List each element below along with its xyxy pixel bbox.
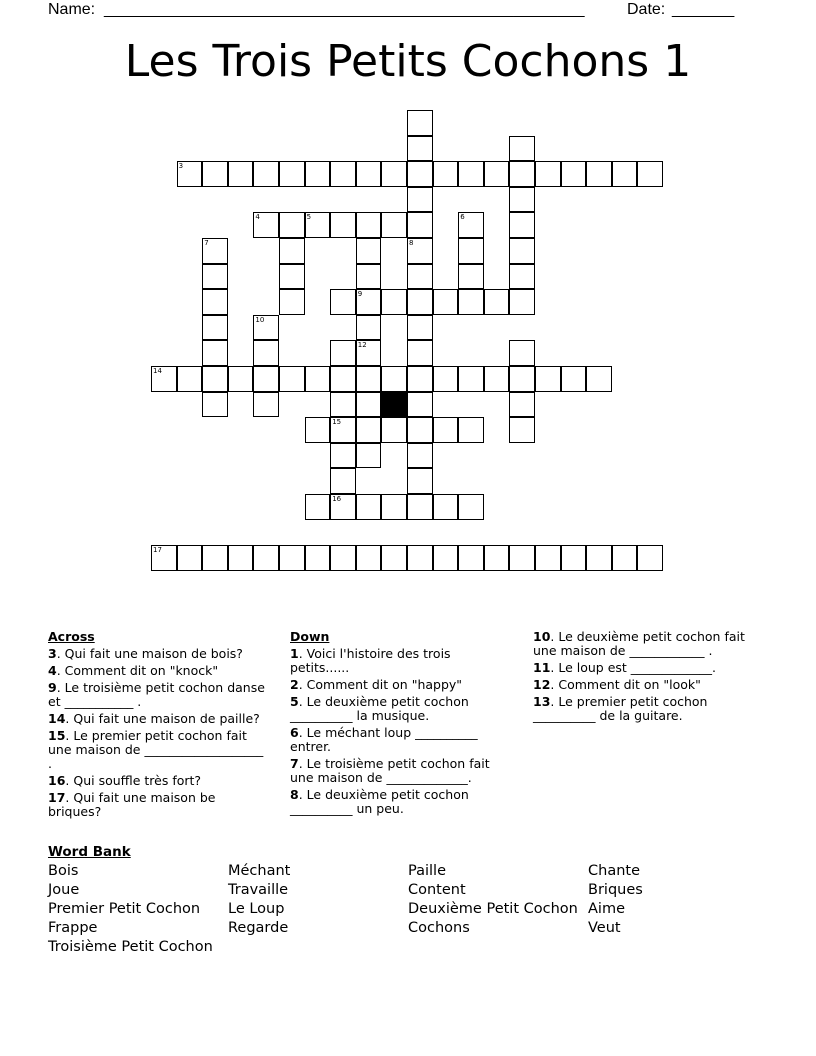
crossword-cell[interactable]	[356, 443, 382, 469]
crossword-cell[interactable]	[202, 238, 228, 264]
crossword-cell[interactable]	[458, 238, 484, 264]
clue-text: Comment dit on "happy"	[306, 677, 463, 692]
crossword-cell[interactable]	[202, 545, 228, 571]
clue-text: Le troisième petit cochon danse et ___________ .	[48, 680, 265, 709]
word-bank-word: Paille	[408, 863, 446, 879]
clue-separator: .	[56, 646, 65, 661]
clue-item	[290, 726, 512, 754]
crossword-cell[interactable]	[330, 494, 356, 520]
clue-text: Le loup est _____________.	[558, 660, 717, 675]
crossword-cell[interactable]	[509, 238, 535, 264]
word-bank-heading: Word Bank	[48, 844, 131, 860]
clue-number: 17	[153, 546, 162, 555]
crossword-cell[interactable]	[330, 340, 356, 366]
clue-text: Le méchant loup __________ entrer.	[290, 725, 478, 754]
name-label: Name:	[48, 1, 96, 18]
clue-number: 4	[255, 213, 260, 222]
crossword-cell[interactable]	[637, 161, 663, 187]
crossword-cell[interactable]	[253, 392, 279, 418]
down-heading: Down	[290, 629, 330, 644]
clue-number: 3	[178, 162, 184, 171]
clue-number: 8	[409, 239, 414, 247]
word-bank-word: Content	[408, 882, 466, 898]
crossword-cell[interactable]	[381, 494, 407, 520]
crossword-cell[interactable]	[433, 289, 459, 315]
crossword-cell[interactable]	[407, 392, 433, 418]
word-bank-word: Aime	[588, 901, 625, 917]
crossword-cell[interactable]	[356, 238, 382, 264]
crossword-cell[interactable]	[202, 289, 228, 315]
crossword-cell[interactable]	[586, 545, 612, 571]
clue-num: 10	[533, 629, 551, 644]
crossword-cell[interactable]	[407, 110, 433, 136]
crossword-cell[interactable]	[612, 161, 638, 187]
crossword-cell[interactable]	[356, 340, 382, 366]
crossword-cell[interactable]	[356, 289, 382, 315]
word-bank-word: Regarde	[228, 920, 289, 936]
crossword-cell[interactable]	[433, 161, 459, 187]
crossword-cell[interactable]	[356, 161, 382, 187]
crossword-cell[interactable]	[305, 545, 331, 571]
clue-number: 6	[460, 213, 465, 222]
clue-num: 14	[48, 711, 66, 726]
crossword-cell[interactable]	[330, 161, 356, 187]
word-bank-word: Veut	[588, 920, 621, 936]
crossword-cell[interactable]	[381, 366, 407, 392]
clue-separator: .	[65, 790, 74, 805]
clue-item	[290, 678, 512, 692]
crossword-cell[interactable]	[458, 366, 484, 392]
crossword-cell[interactable]	[509, 264, 535, 290]
clue-number: 15	[332, 418, 342, 427]
crossword-cell[interactable]	[509, 289, 535, 315]
crossword-cell[interactable]	[561, 366, 587, 392]
crossword-cell[interactable]	[458, 417, 484, 443]
crossword-cell[interactable]	[305, 366, 331, 392]
word-bank-word: Bois	[48, 863, 79, 879]
clue-separator: .	[550, 694, 559, 709]
clue-text: Le troisième petit cochon fait une maison de _____________.	[290, 756, 490, 785]
crossword-cell[interactable]	[407, 417, 433, 443]
clue-number: 14	[153, 367, 162, 375]
crossword-cell[interactable]	[330, 366, 356, 392]
crossword-cell[interactable]	[484, 161, 510, 187]
crossword-cell[interactable]	[535, 366, 561, 392]
clue-text: Le premier petit cochon fait une maison de ___________________ .	[48, 728, 264, 771]
crossword-cell[interactable]	[202, 315, 228, 341]
crossword-cell[interactable]	[228, 545, 254, 571]
crossword-cell[interactable]	[356, 392, 382, 418]
crossword-cell[interactable]	[509, 340, 535, 366]
word-bank-word: Briques	[588, 882, 643, 898]
crossword-cell[interactable]	[356, 545, 382, 571]
crossword-cell[interactable]	[305, 161, 331, 187]
clue-item	[290, 757, 512, 785]
crossword-cell[interactable]	[253, 315, 279, 341]
crossword-cell[interactable]	[407, 289, 433, 315]
clue-separator: .	[298, 677, 307, 692]
crossword-cell[interactable]	[407, 468, 433, 494]
clue-text: Qui fait une maison de bois?	[64, 646, 243, 661]
crossword-cell[interactable]	[433, 366, 459, 392]
crossword-cell[interactable]	[279, 161, 305, 187]
word-bank-word: Travaille	[228, 882, 289, 898]
clue-number: 7	[204, 239, 209, 247]
clue-item	[48, 712, 270, 726]
crossword-cell[interactable]	[330, 443, 356, 469]
clue-item	[533, 695, 765, 723]
crossword-cell[interactable]	[586, 161, 612, 187]
word-bank-column-1	[48, 862, 213, 957]
crossword-cell[interactable]	[356, 417, 382, 443]
crossword-cell[interactable]	[151, 366, 177, 392]
clue-num: 7	[290, 756, 299, 771]
word-bank-column-3	[408, 862, 578, 938]
crossword-cell[interactable]	[561, 545, 587, 571]
crossword-cell[interactable]	[407, 238, 433, 264]
clue-num: 16	[48, 773, 66, 788]
crossword-cell[interactable]	[381, 545, 407, 571]
date-label: Date:	[627, 1, 666, 18]
crossword-cell[interactable]	[305, 212, 331, 238]
crossword-cell[interactable]	[484, 545, 510, 571]
word-bank-word: Troisième Petit Cochon	[48, 939, 213, 955]
crossword-cell[interactable]	[305, 417, 331, 443]
clue-item	[290, 647, 512, 675]
clue-item	[290, 788, 512, 816]
crossword-cell[interactable]	[381, 212, 407, 238]
clue-num: 6	[290, 725, 299, 740]
crossword-cell[interactable]	[330, 392, 356, 418]
clue-text: Le deuxième petit cochon fait une maison de ____________ .	[533, 629, 745, 658]
crossword-cell[interactable]	[407, 187, 433, 213]
crossword-cell[interactable]	[177, 366, 203, 392]
clue-separator: .	[65, 711, 74, 726]
clue-separator: .	[550, 660, 559, 675]
page-title: Les Trois Petits Cochons 1	[124, 36, 692, 87]
word-bank-word: Premier Petit Cochon	[48, 901, 201, 917]
crossword-cell[interactable]	[330, 468, 356, 494]
word-bank-word: Frappe	[48, 920, 98, 936]
clue-item	[48, 647, 270, 661]
crossword-cell[interactable]	[279, 545, 305, 571]
clue-num: 2	[290, 677, 299, 692]
clue-num: 8	[290, 787, 299, 802]
crossword-cell[interactable]	[407, 494, 433, 520]
down-clues-continued	[533, 630, 765, 726]
crossword-cell[interactable]	[433, 545, 459, 571]
crossword-cell[interactable]	[509, 366, 535, 392]
crossword-cell[interactable]	[202, 340, 228, 366]
crossword-cell[interactable]	[253, 340, 279, 366]
crossword-cell[interactable]	[612, 545, 638, 571]
crossword-cell[interactable]	[407, 366, 433, 392]
crossword-cell[interactable]	[151, 545, 177, 571]
crossword-cell[interactable]	[202, 161, 228, 187]
crossword-cell[interactable]	[535, 545, 561, 571]
clue-text: Comment dit on "look"	[558, 677, 701, 692]
clue-text: Le deuxième petit cochon __________ la musique.	[290, 694, 469, 723]
clue-separator: .	[298, 787, 307, 802]
clue-text: Le premier petit cochon __________ de la guitare.	[533, 694, 708, 723]
crossword-cell[interactable]	[356, 212, 382, 238]
clue-text: Voici l'histoire des trois petits......	[290, 646, 451, 675]
crossword-cell[interactable]	[279, 366, 305, 392]
date-line[interactable]: _______	[672, 1, 735, 18]
crossword-cell[interactable]	[279, 289, 305, 315]
crossword-cell[interactable]	[561, 161, 587, 187]
name-line[interactable]: ______________________________________________________	[104, 1, 585, 18]
across-clues	[48, 630, 270, 822]
clue-num: 11	[533, 660, 551, 675]
clue-item	[48, 681, 270, 709]
word-bank-word: Chante	[588, 863, 640, 879]
crossword-cell[interactable]	[279, 212, 305, 238]
crossword-cell[interactable]	[458, 289, 484, 315]
crossword-cell[interactable]	[330, 289, 356, 315]
crossword-cell[interactable]	[253, 366, 279, 392]
clue-text: Qui fait une maison de paille?	[73, 711, 260, 726]
clue-separator: .	[56, 663, 65, 678]
crossword-cell[interactable]	[330, 545, 356, 571]
crossword-cell[interactable]	[407, 136, 433, 162]
crossword-cell[interactable]	[509, 161, 535, 187]
crossword-cell[interactable]	[509, 417, 535, 443]
crossword-cell[interactable]	[381, 289, 407, 315]
clue-separator: .	[550, 677, 559, 692]
clue-item	[48, 774, 270, 788]
clue-item	[533, 678, 765, 692]
clue-separator: .	[298, 756, 307, 771]
clue-number: 5	[306, 213, 312, 222]
clue-num: 17	[48, 790, 66, 805]
crossword-cell[interactable]	[228, 161, 254, 187]
clue-num: 12	[533, 677, 551, 692]
crossword-cell[interactable]	[458, 545, 484, 571]
clue-item	[533, 630, 765, 658]
crossword-cell[interactable]	[509, 545, 535, 571]
clue-num: 13	[533, 694, 551, 709]
word-bank-word: Cochons	[408, 920, 470, 936]
crossword-cell[interactable]	[407, 545, 433, 571]
crossword-cell[interactable]	[407, 340, 433, 366]
clue-num: 1	[290, 646, 299, 661]
crossword-cell[interactable]	[407, 161, 433, 187]
crossword-cell[interactable]	[228, 366, 254, 392]
crossword-cell[interactable]	[509, 136, 535, 162]
clue-text: Le deuxième petit cochon __________ un peu.	[290, 787, 469, 816]
crossword-cell[interactable]	[356, 315, 382, 341]
word-bank-column-4	[588, 862, 643, 938]
crossword-cell[interactable]	[509, 392, 535, 418]
crossword-cell[interactable]	[253, 161, 279, 187]
clue-separator: .	[298, 725, 307, 740]
crossword-cell[interactable]	[305, 494, 331, 520]
crossword-cell[interactable]	[509, 212, 535, 238]
word-bank-word: Le Loup	[228, 901, 285, 917]
crossword-cell[interactable]	[407, 315, 433, 341]
word-bank-word: Joue	[48, 882, 80, 898]
clue-text: Qui fait une maison be briques?	[48, 790, 216, 819]
clue-separator: .	[65, 773, 74, 788]
clue-number: 10	[255, 315, 265, 324]
clue-separator: .	[298, 694, 307, 709]
clue-item	[48, 664, 270, 678]
crossword-cell[interactable]	[202, 264, 228, 290]
crossword-cell[interactable]	[356, 494, 382, 520]
crossword-cell[interactable]	[202, 366, 228, 392]
clue-separator: .	[56, 680, 65, 695]
word-bank-word: Méchant	[228, 863, 291, 879]
crossword-cell[interactable]	[177, 161, 203, 187]
word-bank-column-2	[228, 862, 290, 938]
crossword-cell[interactable]	[253, 545, 279, 571]
crossword-cell[interactable]	[586, 366, 612, 392]
crossword-filled-cell	[381, 392, 407, 418]
crossword-cell[interactable]	[458, 212, 484, 238]
clue-item	[533, 661, 765, 675]
crossword-cell[interactable]	[407, 443, 433, 469]
clue-num: 9	[48, 680, 57, 695]
crossword-cell[interactable]	[356, 264, 382, 290]
crossword-cell[interactable]	[356, 366, 382, 392]
crossword-cell[interactable]	[279, 264, 305, 290]
clue-number: 12	[357, 341, 367, 350]
crossword-cell[interactable]	[484, 289, 510, 315]
crossword-cell[interactable]	[433, 417, 459, 443]
crossword-cell[interactable]	[279, 238, 305, 264]
clue-num: 5	[290, 694, 299, 709]
clue-item	[48, 729, 270, 771]
crossword-cell[interactable]	[330, 417, 356, 443]
crossword-cell[interactable]	[407, 212, 433, 238]
clue-number: 9	[357, 290, 363, 299]
crossword-cell[interactable]	[177, 545, 203, 571]
crossword-cell[interactable]	[458, 264, 484, 290]
crossword-cell[interactable]	[407, 264, 433, 290]
crossword-cell[interactable]	[484, 366, 510, 392]
crossword-cell[interactable]	[458, 161, 484, 187]
clue-item	[48, 791, 270, 819]
clue-num: 15	[48, 728, 66, 743]
crossword-cell[interactable]	[433, 494, 459, 520]
clue-separator: .	[550, 629, 559, 644]
crossword-cell[interactable]	[509, 187, 535, 213]
clue-number: 16	[332, 495, 342, 503]
clue-text: Comment dit on "knock"	[64, 663, 219, 678]
crossword-cell[interactable]	[330, 212, 356, 238]
crossword-cell[interactable]	[381, 417, 407, 443]
crossword-cell[interactable]	[202, 392, 228, 418]
crossword-cell[interactable]	[535, 161, 561, 187]
clue-num: 3	[48, 646, 57, 661]
crossword-cell[interactable]	[253, 212, 279, 238]
crossword-cell[interactable]	[458, 494, 484, 520]
clue-separator: .	[65, 728, 74, 743]
clue-text: Qui souffle très fort?	[73, 773, 202, 788]
down-clues	[290, 630, 512, 819]
crossword-cell[interactable]	[381, 161, 407, 187]
clue-item	[290, 695, 512, 723]
crossword-cell[interactable]	[637, 545, 663, 571]
clue-num: 4	[48, 663, 57, 678]
clue-separator: .	[298, 646, 307, 661]
across-heading: Across	[48, 629, 95, 644]
word-bank-word: Deuxième Petit Cochon	[408, 901, 578, 917]
